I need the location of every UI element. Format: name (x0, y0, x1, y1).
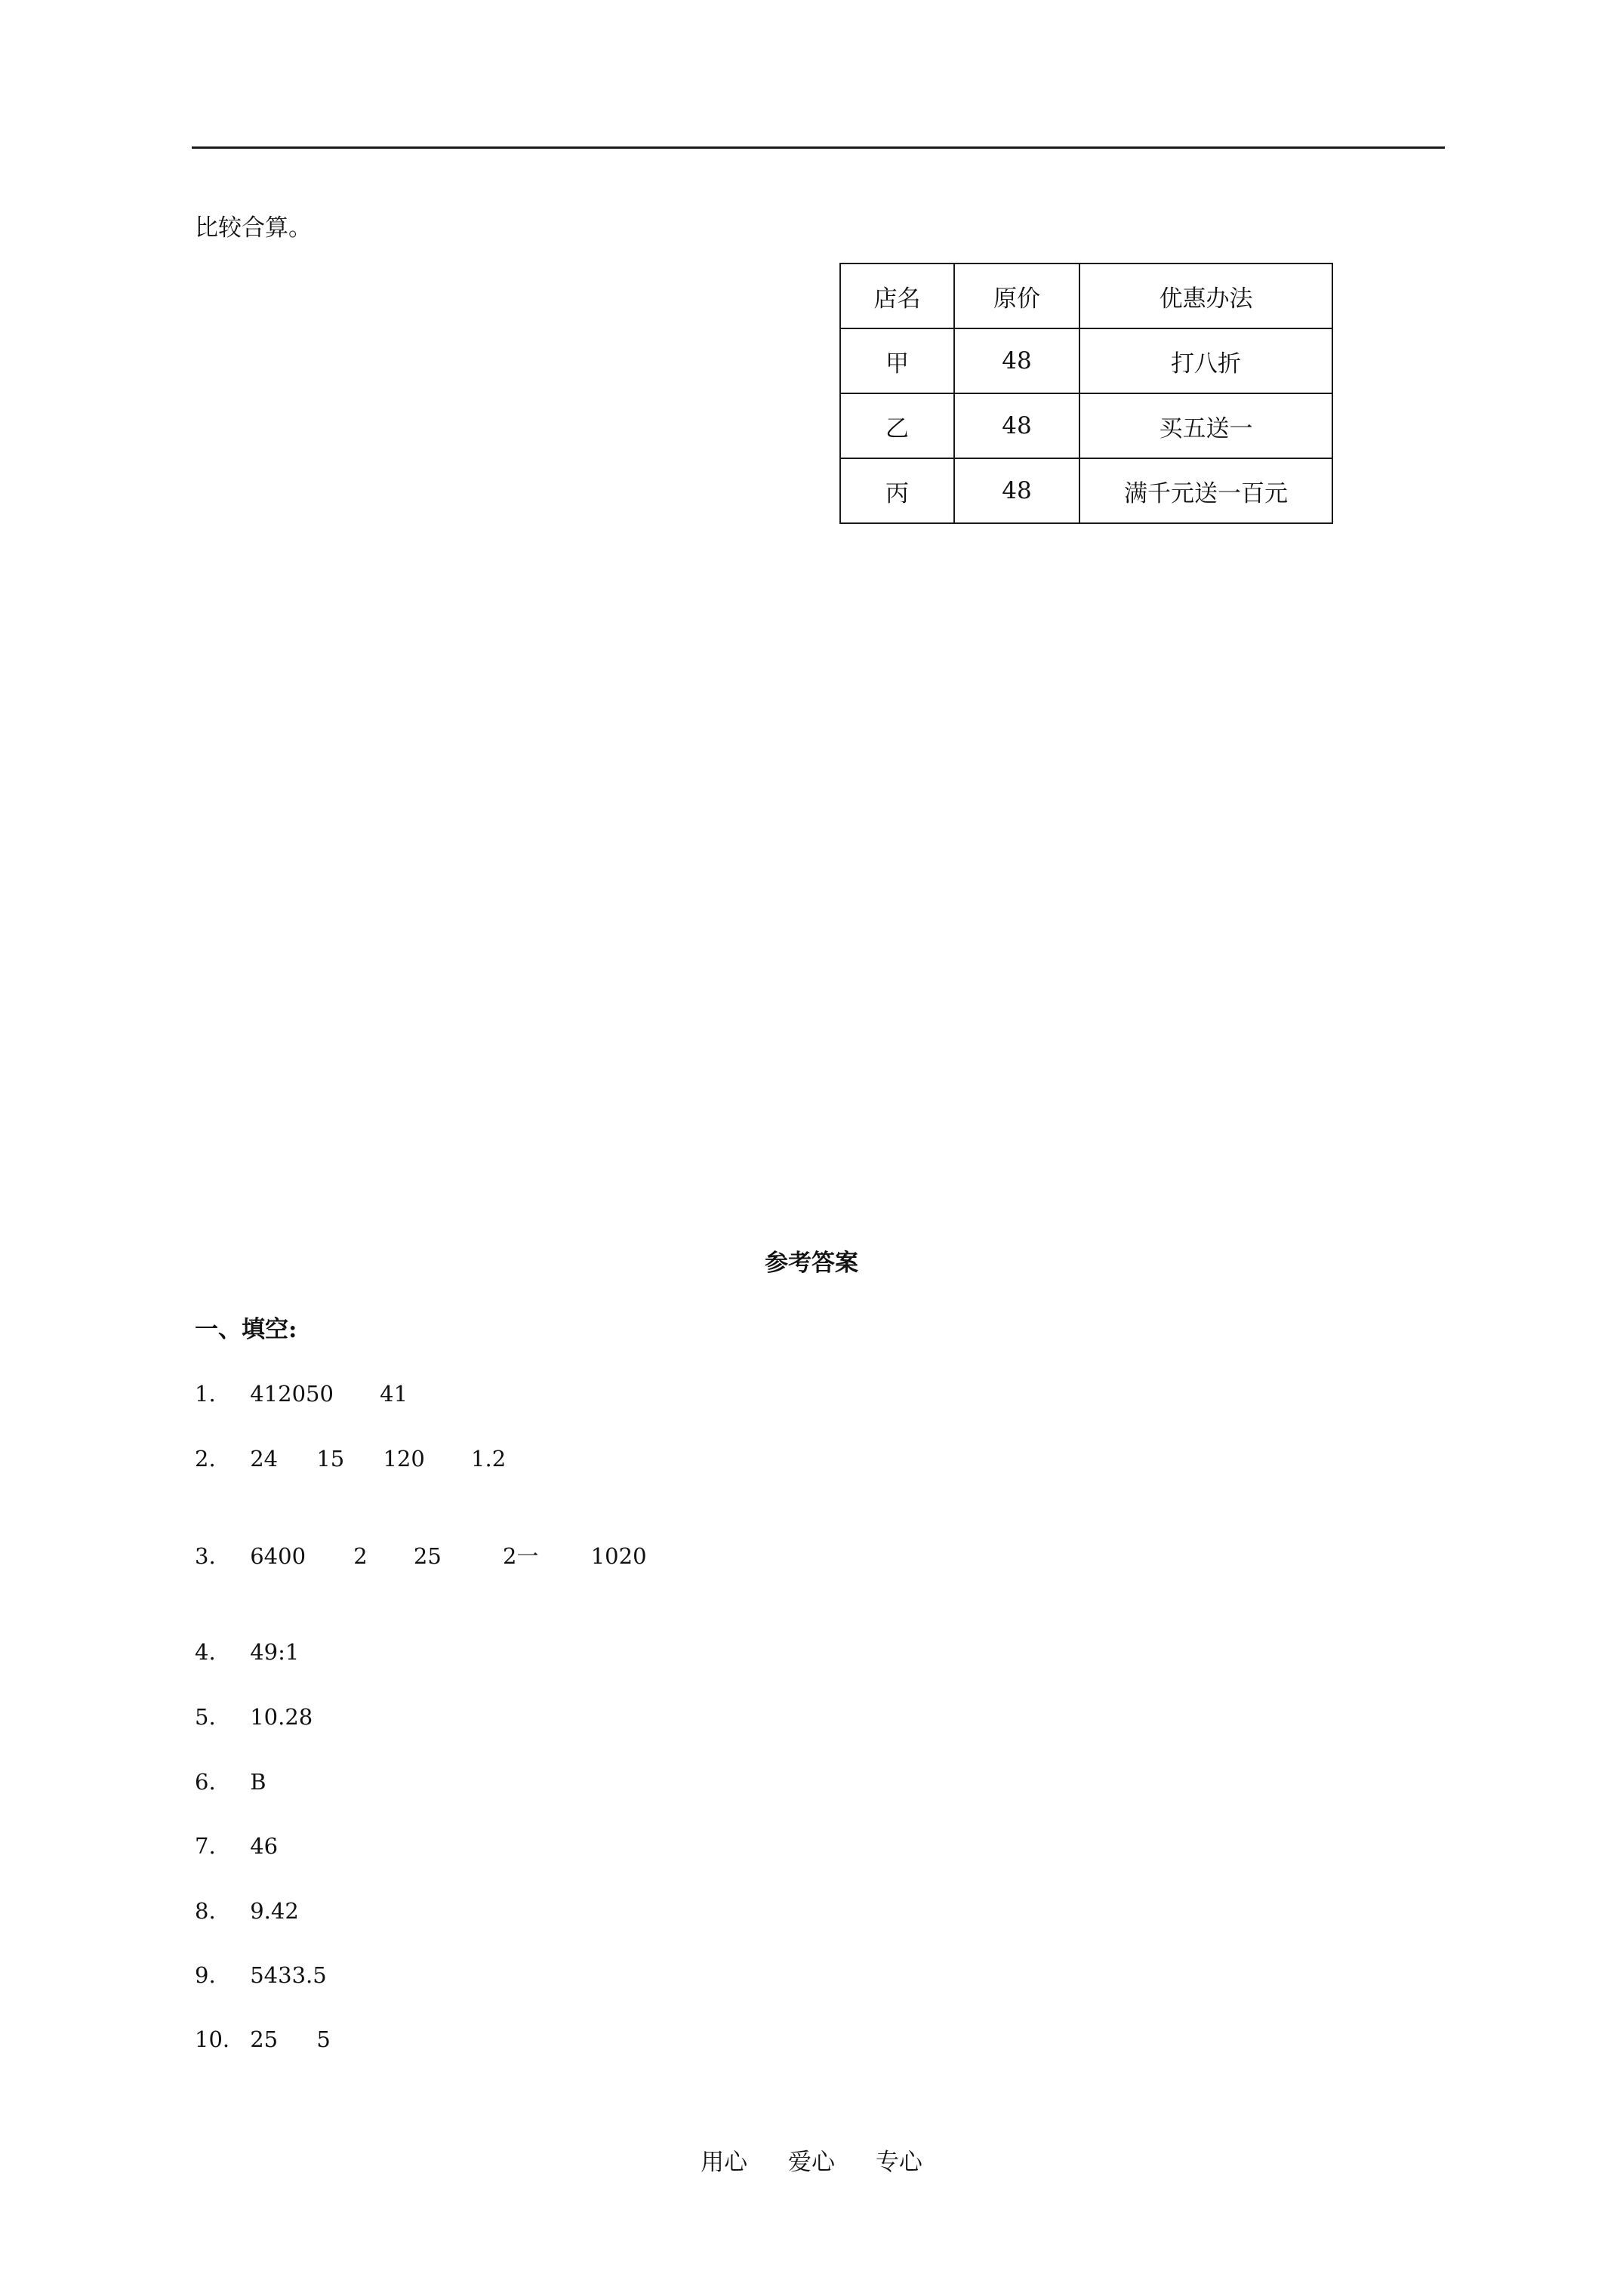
cell-offer: 满千元送一百元 (1079, 458, 1332, 523)
answer-value: 412050 (250, 1381, 334, 1407)
answer-value: 25 (413, 1543, 442, 1569)
answer-value: 6400 (250, 1543, 306, 1569)
answer-value: 1020 (590, 1543, 647, 1569)
header-rule (192, 146, 1445, 149)
answer-value: B (250, 1769, 266, 1795)
cell-price: 48 (954, 458, 1079, 523)
header-cell-shop: 店名 (840, 264, 954, 328)
answers-title: 参考答案 (765, 1250, 858, 1277)
answer-value: 120 (383, 1446, 425, 1472)
answer-value: 9.42 (250, 1898, 299, 1924)
answer-value: 5 (316, 2026, 331, 2052)
section-heading: 一、填空: (195, 1316, 297, 1343)
table-row (840, 328, 1332, 393)
answer-line-9 (195, 1960, 327, 1990)
answer-value: 24 (250, 1446, 279, 1472)
cell-offer: 打八折 (1079, 328, 1332, 393)
discount-table (839, 263, 1333, 524)
answer-value: 10.28 (250, 1704, 313, 1730)
answer-number: 2. (195, 1446, 216, 1472)
intro-text: 比较合算。 (195, 214, 312, 242)
cell-shop: 乙 (840, 393, 954, 458)
answer-value: 5433.5 (250, 1962, 327, 1988)
answer-number: 5. (195, 1704, 216, 1730)
answer-number: 7. (195, 1833, 216, 1859)
answer-line-7 (195, 1831, 278, 1861)
answer-line-10 (195, 2024, 331, 2054)
answer-number: 6. (195, 1769, 216, 1795)
footer-motto: 爱心 (788, 2149, 835, 2176)
cell-shop: 丙 (840, 458, 954, 523)
answer-value: 41 (380, 1381, 408, 1407)
table-row (840, 393, 1332, 458)
answer-number: 3. (195, 1543, 216, 1569)
answer-value: 2一 (503, 1543, 539, 1569)
answer-value: 15 (316, 1446, 345, 1472)
answer-number: 1. (195, 1381, 216, 1407)
header-cell-offer: 优惠办法 (1079, 264, 1332, 328)
table-row (840, 458, 1332, 523)
answer-line-3 (195, 1541, 647, 1571)
answer-number: 10. (195, 2026, 230, 2052)
answer-value: 49:1 (250, 1639, 300, 1665)
answer-number: 9. (195, 1962, 216, 1988)
answer-number: 4. (195, 1639, 216, 1665)
footer-motto: 专心 (875, 2149, 922, 2176)
header-cell-price: 原价 (954, 264, 1079, 328)
answer-value: 1.2 (471, 1446, 507, 1472)
answer-value: 2 (353, 1543, 368, 1569)
cell-shop: 甲 (840, 328, 954, 393)
answer-value: 46 (250, 1833, 279, 1859)
answer-number: 8. (195, 1898, 216, 1924)
answer-line-5 (195, 1702, 313, 1732)
answer-value: 25 (250, 2026, 279, 2052)
answer-line-6 (195, 1767, 266, 1797)
answer-line-1 (195, 1379, 408, 1409)
table-header-row (840, 264, 1332, 328)
cell-price: 48 (954, 393, 1079, 458)
answer-line-2 (195, 1444, 506, 1474)
footer (0, 2147, 1623, 2177)
cell-offer: 买五送一 (1079, 393, 1332, 458)
answer-line-8 (195, 1896, 299, 1926)
answer-line-4 (195, 1637, 299, 1667)
footer-motto: 用心 (701, 2149, 748, 2176)
cell-price: 48 (954, 328, 1079, 393)
